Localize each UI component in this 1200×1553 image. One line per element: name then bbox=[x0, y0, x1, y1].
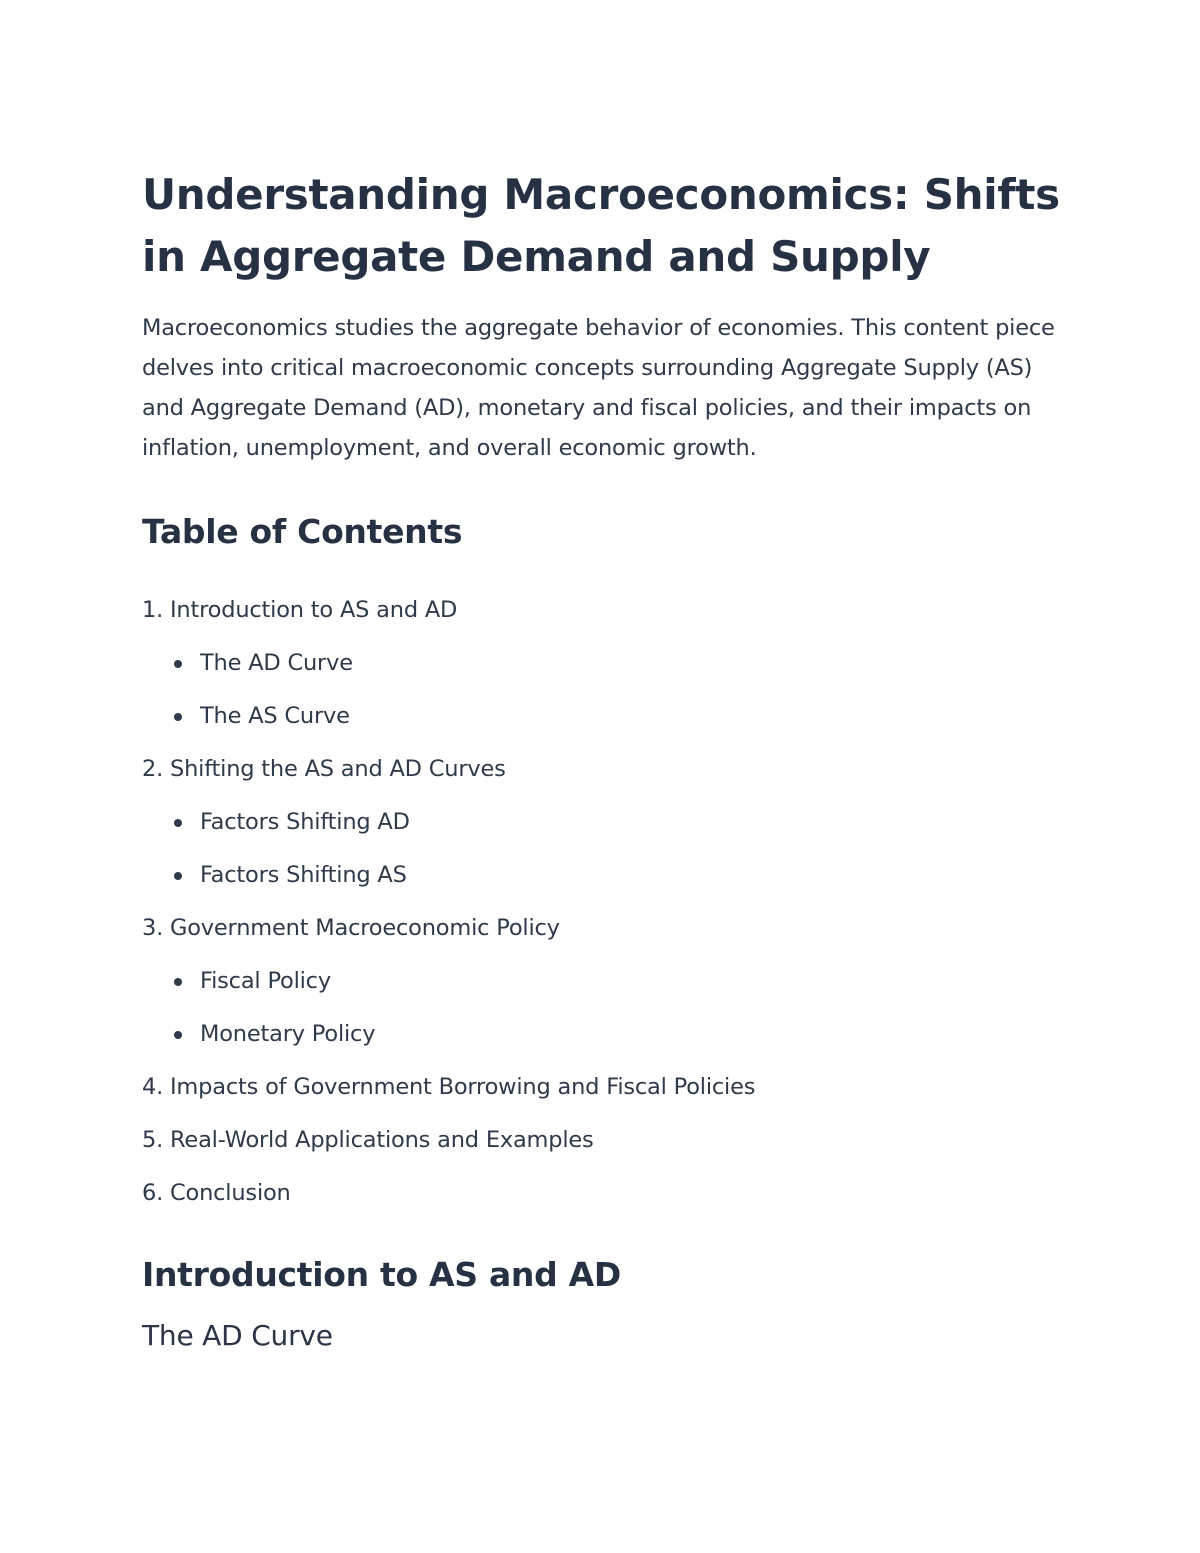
toc-sublist bbox=[142, 637, 1062, 743]
intro-paragraph: Macroeconomics studies the aggregate behavior of economies. This content piece delves into critical macroeconomic concepts surrounding Aggregate Supply (AS) and Aggregate Demand (AD), monetary and fiscal policies, and their impacts on inflation, unemployment, and overall economic growth. bbox=[142, 315, 1055, 461]
toc-number: 1. bbox=[142, 597, 164, 623]
bullet-icon bbox=[174, 660, 182, 668]
document-page bbox=[142, 164, 1062, 1356]
toc-heading: Table of Contents bbox=[142, 512, 463, 551]
bullet-icon bbox=[174, 819, 182, 827]
toc-subitem-label: Fiscal Policy bbox=[200, 968, 331, 994]
toc-sublist bbox=[142, 796, 1062, 902]
toc-label: Introduction to AS and AD bbox=[170, 597, 458, 623]
document-title: Understanding Macroeconomics: Shifts in Aggregate Demand and Supply bbox=[142, 170, 1060, 281]
toc-item[interactable] bbox=[142, 584, 1062, 637]
toc-subitem[interactable] bbox=[142, 955, 1062, 1008]
toc-item[interactable] bbox=[142, 1167, 1062, 1220]
toc-subitem-label: Monetary Policy bbox=[200, 1021, 376, 1047]
toc-item[interactable] bbox=[142, 743, 1062, 796]
toc-subitem[interactable] bbox=[142, 849, 1062, 902]
subsection-heading: The AD Curve bbox=[142, 1319, 333, 1352]
toc-subitem[interactable] bbox=[142, 690, 1062, 743]
toc-label: Conclusion bbox=[170, 1180, 291, 1206]
toc-item[interactable] bbox=[142, 902, 1062, 955]
bullet-icon bbox=[174, 978, 182, 986]
toc-subitem[interactable] bbox=[142, 637, 1062, 690]
toc-subitem-label: Factors Shifting AD bbox=[200, 809, 410, 835]
toc-item[interactable] bbox=[142, 1061, 1062, 1114]
toc-number: 3. bbox=[142, 915, 164, 941]
toc-number: 6. bbox=[142, 1180, 164, 1206]
toc-subitem-label: Factors Shifting AS bbox=[200, 862, 407, 888]
toc-subitem-label: The AS Curve bbox=[200, 703, 350, 729]
bullet-icon bbox=[174, 872, 182, 880]
toc-number: 4. bbox=[142, 1074, 164, 1100]
bullet-icon bbox=[174, 1031, 182, 1039]
toc-subitem[interactable] bbox=[142, 1008, 1062, 1061]
toc-sublist bbox=[142, 955, 1062, 1061]
toc-label: Real-World Applications and Examples bbox=[170, 1127, 594, 1153]
toc-subitem[interactable] bbox=[142, 796, 1062, 849]
toc-number: 2. bbox=[142, 756, 164, 782]
table-of-contents bbox=[142, 584, 1062, 1220]
toc-label: Impacts of Government Borrowing and Fiscal Policies bbox=[170, 1074, 756, 1100]
toc-label: Government Macroeconomic Policy bbox=[170, 915, 560, 941]
toc-label: Shifting the AS and AD Curves bbox=[170, 756, 506, 782]
toc-number: 5. bbox=[142, 1127, 164, 1153]
toc-subitem-label: The AD Curve bbox=[200, 650, 353, 676]
toc-item[interactable] bbox=[142, 1114, 1062, 1167]
section-heading: Introduction to AS and AD bbox=[142, 1255, 621, 1294]
bullet-icon bbox=[174, 713, 182, 721]
